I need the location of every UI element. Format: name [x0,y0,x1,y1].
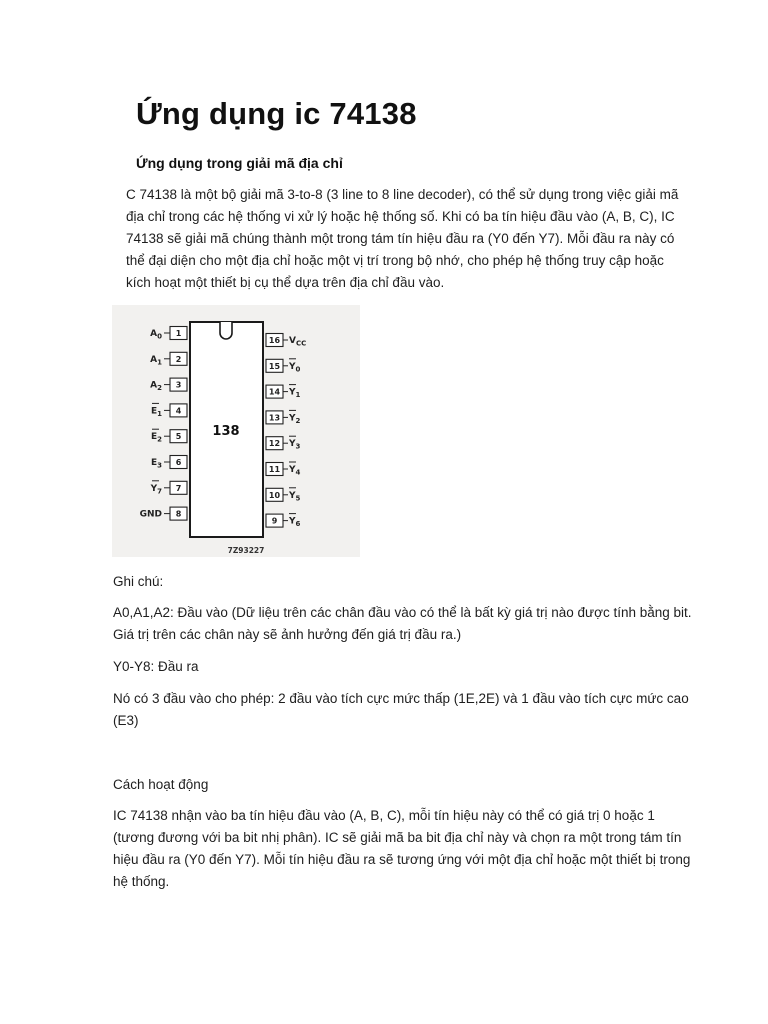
pin-label-y0: $Y_0$ [289,361,301,374]
svg-text:2: 2 [175,354,182,364]
enable-note: Nó có 3 đầu vào cho phép: 2 đầu vào tích cực mức thấp (1E,2E) và 1 đầu vào tích cực mức cao (E3) [113,691,689,728]
chip-label: 138 [212,424,240,439]
pin-15 [266,359,301,374]
pin-label-vcc: $V_{CC}$ [289,336,307,348]
svg-text:6: 6 [175,458,182,467]
svg-text:8: 8 [175,509,182,519]
svg-text:10: 10 [268,490,281,500]
pin-11 [266,462,301,477]
svg-text:12: 12 [268,439,281,449]
pin-2 [150,352,187,366]
intro-paragraph: C 74138 là một bộ giải mã 3-to-8 (3 line to 8 line decoder), có thể sử dụng trong việc giải mã địa chỉ trong các hệ thống vi xử lý hoặc hệ thống số. Khi có ba tín hiệu đầu vào (A, B, C), IC 74138 sẽ giải mã chúng thành một trong tám tín hiệu đầu ra (Y0 đến Y7). Mỗi đầu ra này có thể đại diện cho một địa chỉ hoặc một vị trí trong bộ nhớ, cho phép hệ thống truy cập hoặc kích hoạt một thiết bị cụ thể dựa trên địa chỉ đầu vào. [126,187,679,290]
pin-14 [266,385,301,400]
pin-5 [151,429,187,444]
pin-label-y2: $Y_2$ [289,413,301,425]
how-it-works-paragraph: IC 74138 nhận vào ba tín hiệu đầu vào (A, B, C), mỗi tín hiệu này có thể có giá trị 0 hoặc 1 (tương đương với ba bit nhị phân). IC sẽ giải mã ba bit địa chỉ này và chọn ra một trong tám tín hiệu đầu ra (Y0 đến Y7). Mỗi tín hiệu đầu ra sẽ tương ứng với một địa chỉ hoặc một thiết bị trong hệ thống. [113,808,691,889]
pin-label-a0: $A_0$ [150,329,162,341]
pin-label-y4: $Y_4$ [289,465,301,477]
pin-label-y7: $Y_7$ [150,483,162,496]
section-subtitle: Ứng dụng trong giải mã địa chỉ [136,155,343,171]
outputs-note: Y0-Y8: Đầu ra [113,659,199,674]
how-it-works-heading: Cách hoạt động [113,777,209,792]
pin-label-a2: $A_2$ [150,380,162,393]
pin-label-e2: $E_2$ [150,432,162,444]
inputs-note: A0,A1,A2: Đầu vào (Dữ liệu trên các chân đầu vào có thể là bất kỳ giá trị nào được tính bằng bit. Giá trị trên các chân này sẽ ảnh hưởng đến giá trị đầu ra.) [113,605,692,642]
svg-text:15: 15 [268,361,281,371]
pin-6 [151,456,187,470]
svg-text:3: 3 [175,380,182,390]
pin-4 [151,403,187,418]
page-title: Ứng dụng ic 74138 [136,96,417,131]
pin-label-e1: $E_1$ [150,406,162,418]
pin-label-y3: $Y_3$ [289,439,301,451]
pin-label-gnd: GND [139,509,162,520]
pin-1 [150,327,187,341]
left-pin-group [140,327,187,521]
pin-7 [150,481,187,496]
pin-label-y1: $Y_1$ [289,387,301,400]
note-heading: Ghi chú: [113,574,164,589]
pin-16 [266,334,306,348]
right-pin-group [266,334,306,529]
pin-label-a1: $A_1$ [150,354,162,367]
svg-text:13: 13 [268,413,281,423]
pin-10 [266,488,301,503]
svg-text:14: 14 [268,387,281,397]
pin-3 [150,378,187,392]
svg-text:5: 5 [175,432,182,442]
pin-label-y5: $Y_5$ [289,490,301,503]
svg-text:7: 7 [175,483,182,493]
svg-text:4: 4 [175,406,182,416]
svg-text:1: 1 [175,329,182,338]
svg-text:16: 16 [268,336,281,345]
pin-8 [140,507,187,520]
pin-9 [266,514,301,529]
svg-text:9: 9 [271,516,278,526]
pin-label-e3: $E_3$ [150,458,162,470]
diagram-code: 7Z93227 [227,546,265,555]
pin-13 [266,410,301,425]
pin-12 [266,436,301,451]
svg-text:11: 11 [268,465,281,474]
pin-label-y6: $Y_6$ [289,516,301,529]
chip-notch [220,322,232,339]
ic-pinout-diagram [112,305,360,557]
